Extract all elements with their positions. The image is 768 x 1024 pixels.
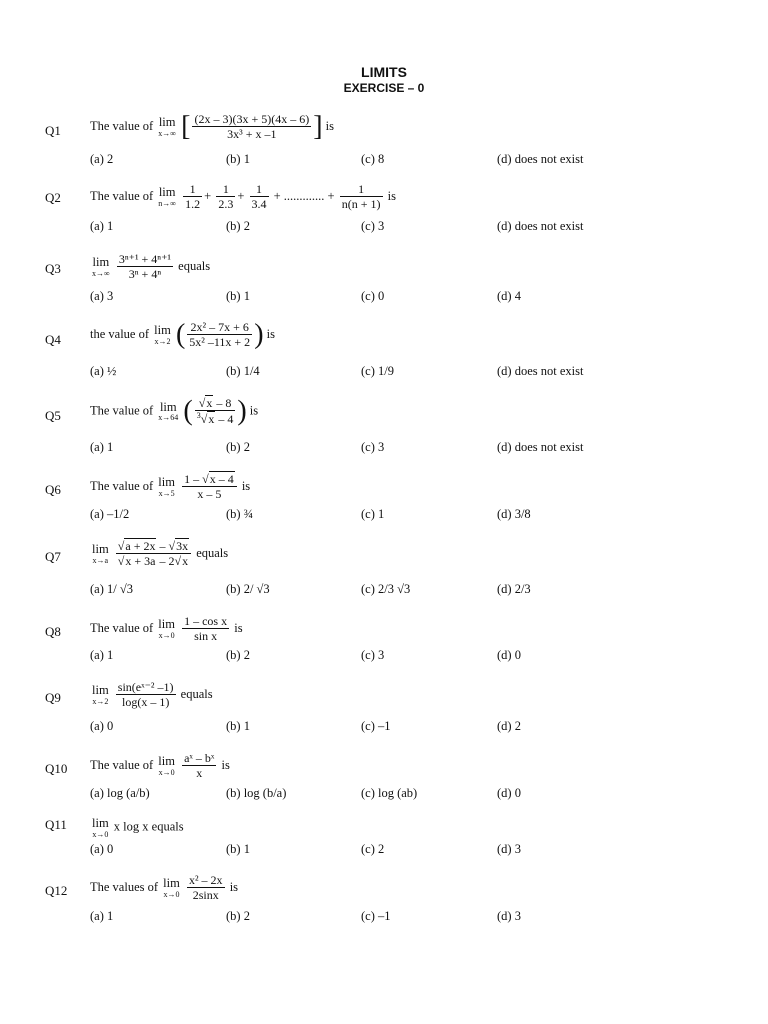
fraction: $\frac{\text{sin(eˣ⁻² –1)}}{\log(x - 1)}$ [117, 680, 174, 710]
option-a: (a) –1/2 [90, 507, 130, 521]
fraction: $\frac{1}{2.3}$ [218, 182, 234, 212]
fraction: $\frac{1}{n(n + 1)}$ [341, 182, 381, 212]
question-stem [90, 873, 238, 903]
question-number: Q1 [45, 123, 61, 138]
option-d: (d) 3 [497, 842, 521, 856]
limit-operator: lim x→0 [158, 754, 175, 777]
option-b: (b) 2 [226, 909, 250, 923]
limit-operator: lim x→2 [92, 683, 109, 706]
stem-text: the value of [90, 326, 150, 341]
option-d: (d) 2/3 [497, 582, 531, 596]
question-stem [90, 539, 228, 569]
limit-operator: lim n→∞ [158, 185, 176, 208]
option-d: (d) does not exist [497, 440, 584, 454]
limit-operator: lim x→0 [163, 876, 180, 899]
fraction: $\frac{\text{1 – cos x}}{\text{sin x}}$ [184, 614, 228, 644]
question-number: Q12 [45, 883, 68, 898]
question-stem [90, 680, 213, 710]
option-a: (a) 1 [90, 909, 114, 923]
option-d: (d) does not exist [497, 219, 584, 233]
stem-text: equals [180, 686, 213, 701]
limit-operator: lim x→2 [154, 323, 171, 346]
stem-text: equals [178, 258, 211, 273]
stem-text: x log x equals [113, 819, 184, 834]
option-a: (a) 0 [90, 719, 114, 733]
option-c: (c) 3 [361, 648, 385, 662]
question-stem [90, 396, 258, 427]
option-a: (a) 2 [90, 152, 114, 166]
limit-operator: lim x→64 [158, 399, 179, 423]
stem-text: equals [196, 545, 229, 560]
stem-text: The value of [90, 478, 154, 493]
question-number: Q4 [45, 332, 61, 347]
option-d: (d) 0 [497, 648, 521, 662]
stem-text: is [229, 879, 239, 894]
question-stem [90, 751, 230, 781]
option-d: (d) 0 [497, 786, 521, 800]
question-stem [90, 472, 250, 502]
stem-text: The value of [90, 403, 154, 418]
option-c: (c) log (ab) [361, 786, 418, 800]
option-c: (c) 1 [361, 507, 385, 521]
option-b: (b) 2 [226, 440, 250, 454]
option-c: (c) 2/3 √3 [361, 582, 411, 596]
option-d: (d) does not exist [497, 364, 584, 378]
fraction: $\frac{(2x - 3)(3x + 5)(4x - 6)}{\text{3x³ + x –1}}$ [194, 112, 310, 142]
option-b: (b) 1 [226, 289, 250, 303]
stem-text: is [266, 326, 275, 341]
limit-operator: lim x→a [92, 542, 109, 565]
question-stem [90, 252, 210, 282]
page-title: LIMITS [361, 64, 407, 80]
option-a: (a) 1 [90, 219, 114, 233]
stem-text: The value of [90, 757, 154, 772]
question-stem [90, 320, 275, 350]
fraction: $\frac{1}{3.4}$ [251, 182, 267, 212]
paren: ) [254, 318, 264, 350]
option-a: (a) 1 [90, 648, 114, 662]
stem-text: is [325, 118, 334, 133]
option-c: (c) 2 [361, 842, 385, 856]
question-number: Q10 [45, 761, 68, 776]
stem-text: is [249, 403, 259, 418]
stem-text: The value of [90, 118, 154, 133]
limit-operator: lim x→0 [92, 816, 109, 839]
question-stem [90, 112, 334, 142]
paren: ) [237, 395, 247, 427]
option-a: (a) 0 [90, 842, 114, 856]
fraction: $\frac{√a + 2x - √3x}{√x + 3a - 2√x}$ [116, 539, 191, 569]
option-b: (b) 1 [226, 842, 250, 856]
option-b: (b) 1/4 [226, 364, 260, 378]
fraction: $\frac{√x - 8}{^3√x - 4}$ [196, 396, 234, 427]
option-a: (a) log (a/b) [90, 786, 150, 800]
limit-operator: lim x→5 [158, 475, 175, 498]
question-stem: The value of lim n→∞ $\frac{1}{1.2}$ + $\frac{1}{2.3}$ + $\frac{1}{3.4}$ + ............. + $\frac{1}{n(n + 1)}$ is [90, 182, 396, 212]
stem-text: is [241, 478, 251, 493]
option-c: (c) –1 [361, 719, 391, 733]
ellipsis: + ............. + [273, 188, 335, 203]
page-subtitle: EXERCISE – 0 [343, 81, 425, 95]
option-c: (c) –1 [361, 909, 391, 923]
limit-operator: lim x→∞ [92, 255, 110, 278]
option-a: (a) ½ [90, 364, 117, 378]
fraction: $\frac{\text{3ⁿ⁺¹ + 4ⁿ⁺¹}}{\text{3ⁿ + 4ⁿ}}$ [118, 252, 172, 282]
fraction: $\frac{1 - √x - 4}{x - 5}$ [182, 472, 237, 502]
option-c: (c) 3 [361, 219, 385, 233]
question-number: Q2 [45, 190, 61, 205]
limit-operator: lim x→∞ [158, 115, 176, 138]
option-b: (b) log (b/a) [226, 786, 287, 800]
fraction: $\frac{\text{aˣ – bˣ}}{x}$ [184, 751, 215, 781]
question-number: Q6 [45, 482, 61, 497]
paren: ( [175, 318, 186, 350]
option-b: (b) 1 [226, 719, 250, 733]
option-a: (a) 3 [90, 289, 114, 303]
stem-text: is [234, 620, 243, 635]
option-d: (d) 4 [497, 289, 521, 303]
option-a: (a) 1 [90, 440, 114, 454]
fraction: $\frac{1}{1.2}$ [185, 182, 201, 212]
option-b: (b) 2 [226, 219, 250, 233]
paren: ( [183, 395, 193, 427]
option-b: (b) ¾ [226, 507, 254, 521]
bracket: ] [313, 110, 323, 142]
option-c: (c) 3 [361, 440, 385, 454]
question-stem [90, 817, 184, 839]
stem-text: is [387, 188, 396, 203]
limit-operator: lim x→0 [158, 617, 175, 640]
option-d: (d) 3/8 [497, 507, 531, 521]
option-c: (c) 8 [361, 152, 385, 166]
option-b: (b) 1 [226, 152, 250, 166]
option-a: (a) 1/ √3 [90, 582, 133, 596]
option-c: (c) 0 [361, 289, 385, 303]
option-d: (d) 3 [497, 909, 521, 923]
question-number: Q5 [45, 408, 61, 423]
option-d: (d) 2 [497, 719, 521, 733]
stem-text: The value of [90, 188, 154, 203]
fraction: $\frac{\text{x² – 2x}}{2\sin x}$ [188, 873, 223, 903]
option-c: (c) 1/9 [361, 364, 394, 378]
stem-text: The value of [90, 620, 154, 635]
option-b: (b) 2/ √3 [226, 582, 270, 596]
question-number: Q8 [45, 624, 61, 639]
question-number: Q3 [45, 261, 61, 276]
question-number: Q9 [45, 690, 61, 705]
question-number: Q7 [45, 549, 61, 564]
question-number: Q11 [45, 817, 67, 832]
option-d: (d) does not exist [497, 152, 584, 166]
option-b: (b) 2 [226, 648, 250, 662]
stem-text: is [221, 757, 230, 772]
bracket: [ [181, 110, 191, 142]
stem-text: The values of [90, 879, 159, 894]
question-stem [90, 614, 243, 644]
fraction: $\frac{\text{2x² – 7x + 6}}{\text{5x² –11x + 2}}$ [189, 320, 251, 350]
